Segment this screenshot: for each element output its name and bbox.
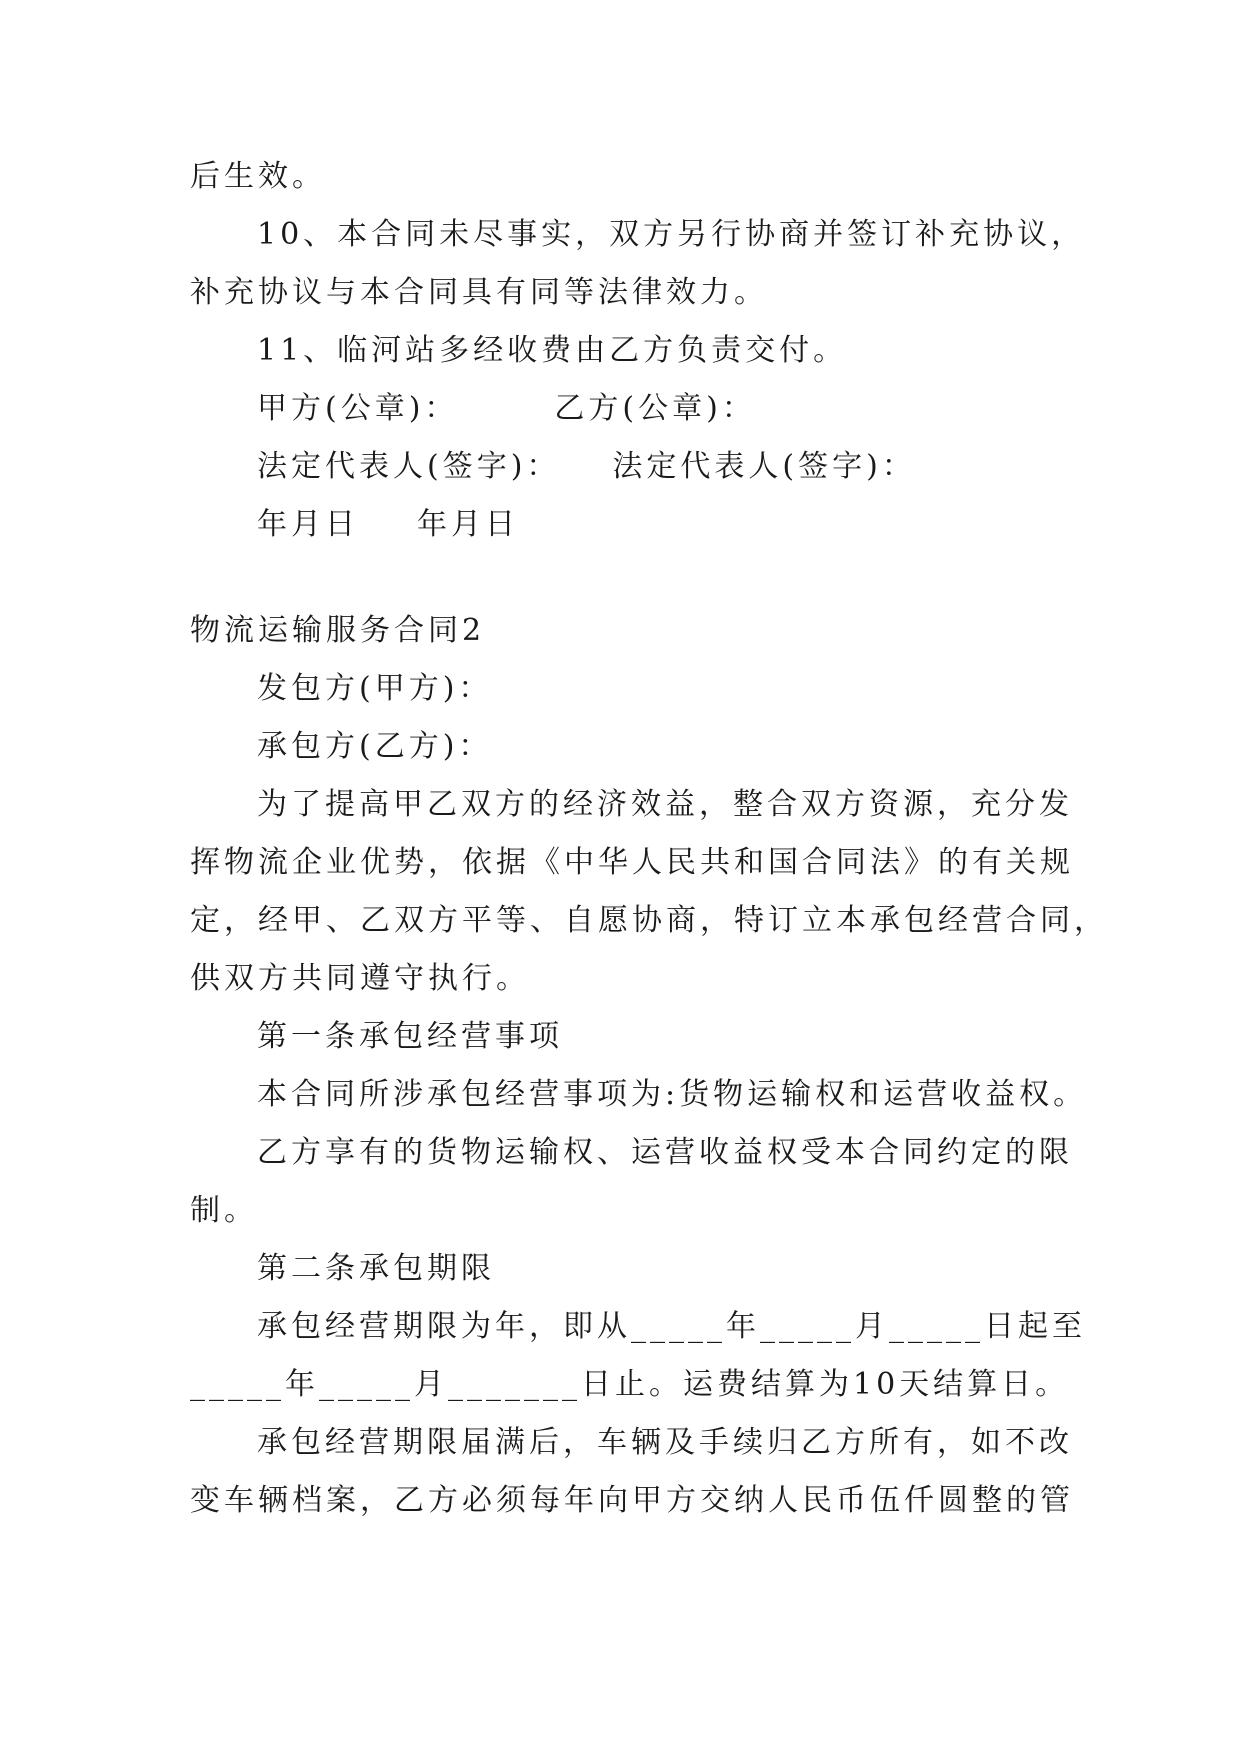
document-page [190,148,1108,1530]
article-1-title: 第一条承包经营事项 [257,1019,563,1054]
party-b-date-label: 年月日 [417,507,519,542]
date-row [190,496,1060,554]
party-b-rep-label: 法定代表人(签字)： [612,449,916,484]
contractor-b-label: 承包方(乙方)： [257,729,493,764]
preamble-line-2: 挥物流企业优势，依据《中华人民共和国合同法》的有关规 [190,845,1074,880]
article-1-para-2-line-2: 制。 [190,1193,258,1228]
party-a-rep-label: 法定代表人(签字)： [257,449,561,484]
signature-row [190,438,1060,496]
text-line: 后生效。 [190,159,326,194]
article-2-para-2-line-1: 承包经营期限届满后，车辆及手续归乙方所有，如不改 [257,1425,1073,1460]
article-2-para-1-line-2: _____年_____月_______日止。运费结算为10天结算日。 [190,1367,1070,1402]
article-2-para-2-line-2: 变车辆档案，乙方必须每年向甲方交纳人民币伍仟圆整的管 [190,1483,1074,1518]
clause-10-line-1: 10、本合同未尽事实，双方另行协商并签订补充协议， [257,217,1086,252]
clause-10-line-2: 补充协议与本合同具有同等法律效力。 [190,275,768,310]
article-2-title: 第二条承包期限 [257,1251,495,1286]
party-b-seal-label: 乙方(公章)： [554,391,756,426]
contractor-a-label: 发包方(甲方)： [257,671,493,706]
party-a-date-label: 年月日 [257,507,359,542]
seal-row [190,380,1060,438]
party-a-seal-label: 甲方(公章)： [257,391,459,426]
clause-11: 11、临河站多经收费由乙方负责交付。 [257,333,848,368]
preamble-line-4: 供双方共同遵守执行。 [190,961,530,996]
contract-title: 物流运输服务合同2 [190,613,486,648]
article-2-para-1-line-1: 承包经营期限为年，即从_____年_____月_____日起至 [257,1309,1086,1344]
article-1-para-2-line-1: 乙方享有的货物运输权、运营收益权受本合同约定的限 [257,1135,1073,1170]
preamble-line-1: 为了提高甲乙双方的经济效益，整合双方资源，充分发 [257,787,1073,822]
preamble-line-3: 定，经甲、乙双方平等、自愿协商，特订立本承包经营合同， [190,903,1108,938]
article-1-para-1: 本合同所涉承包经营事项为:货物运输权和运营收益权。 [257,1077,1088,1112]
